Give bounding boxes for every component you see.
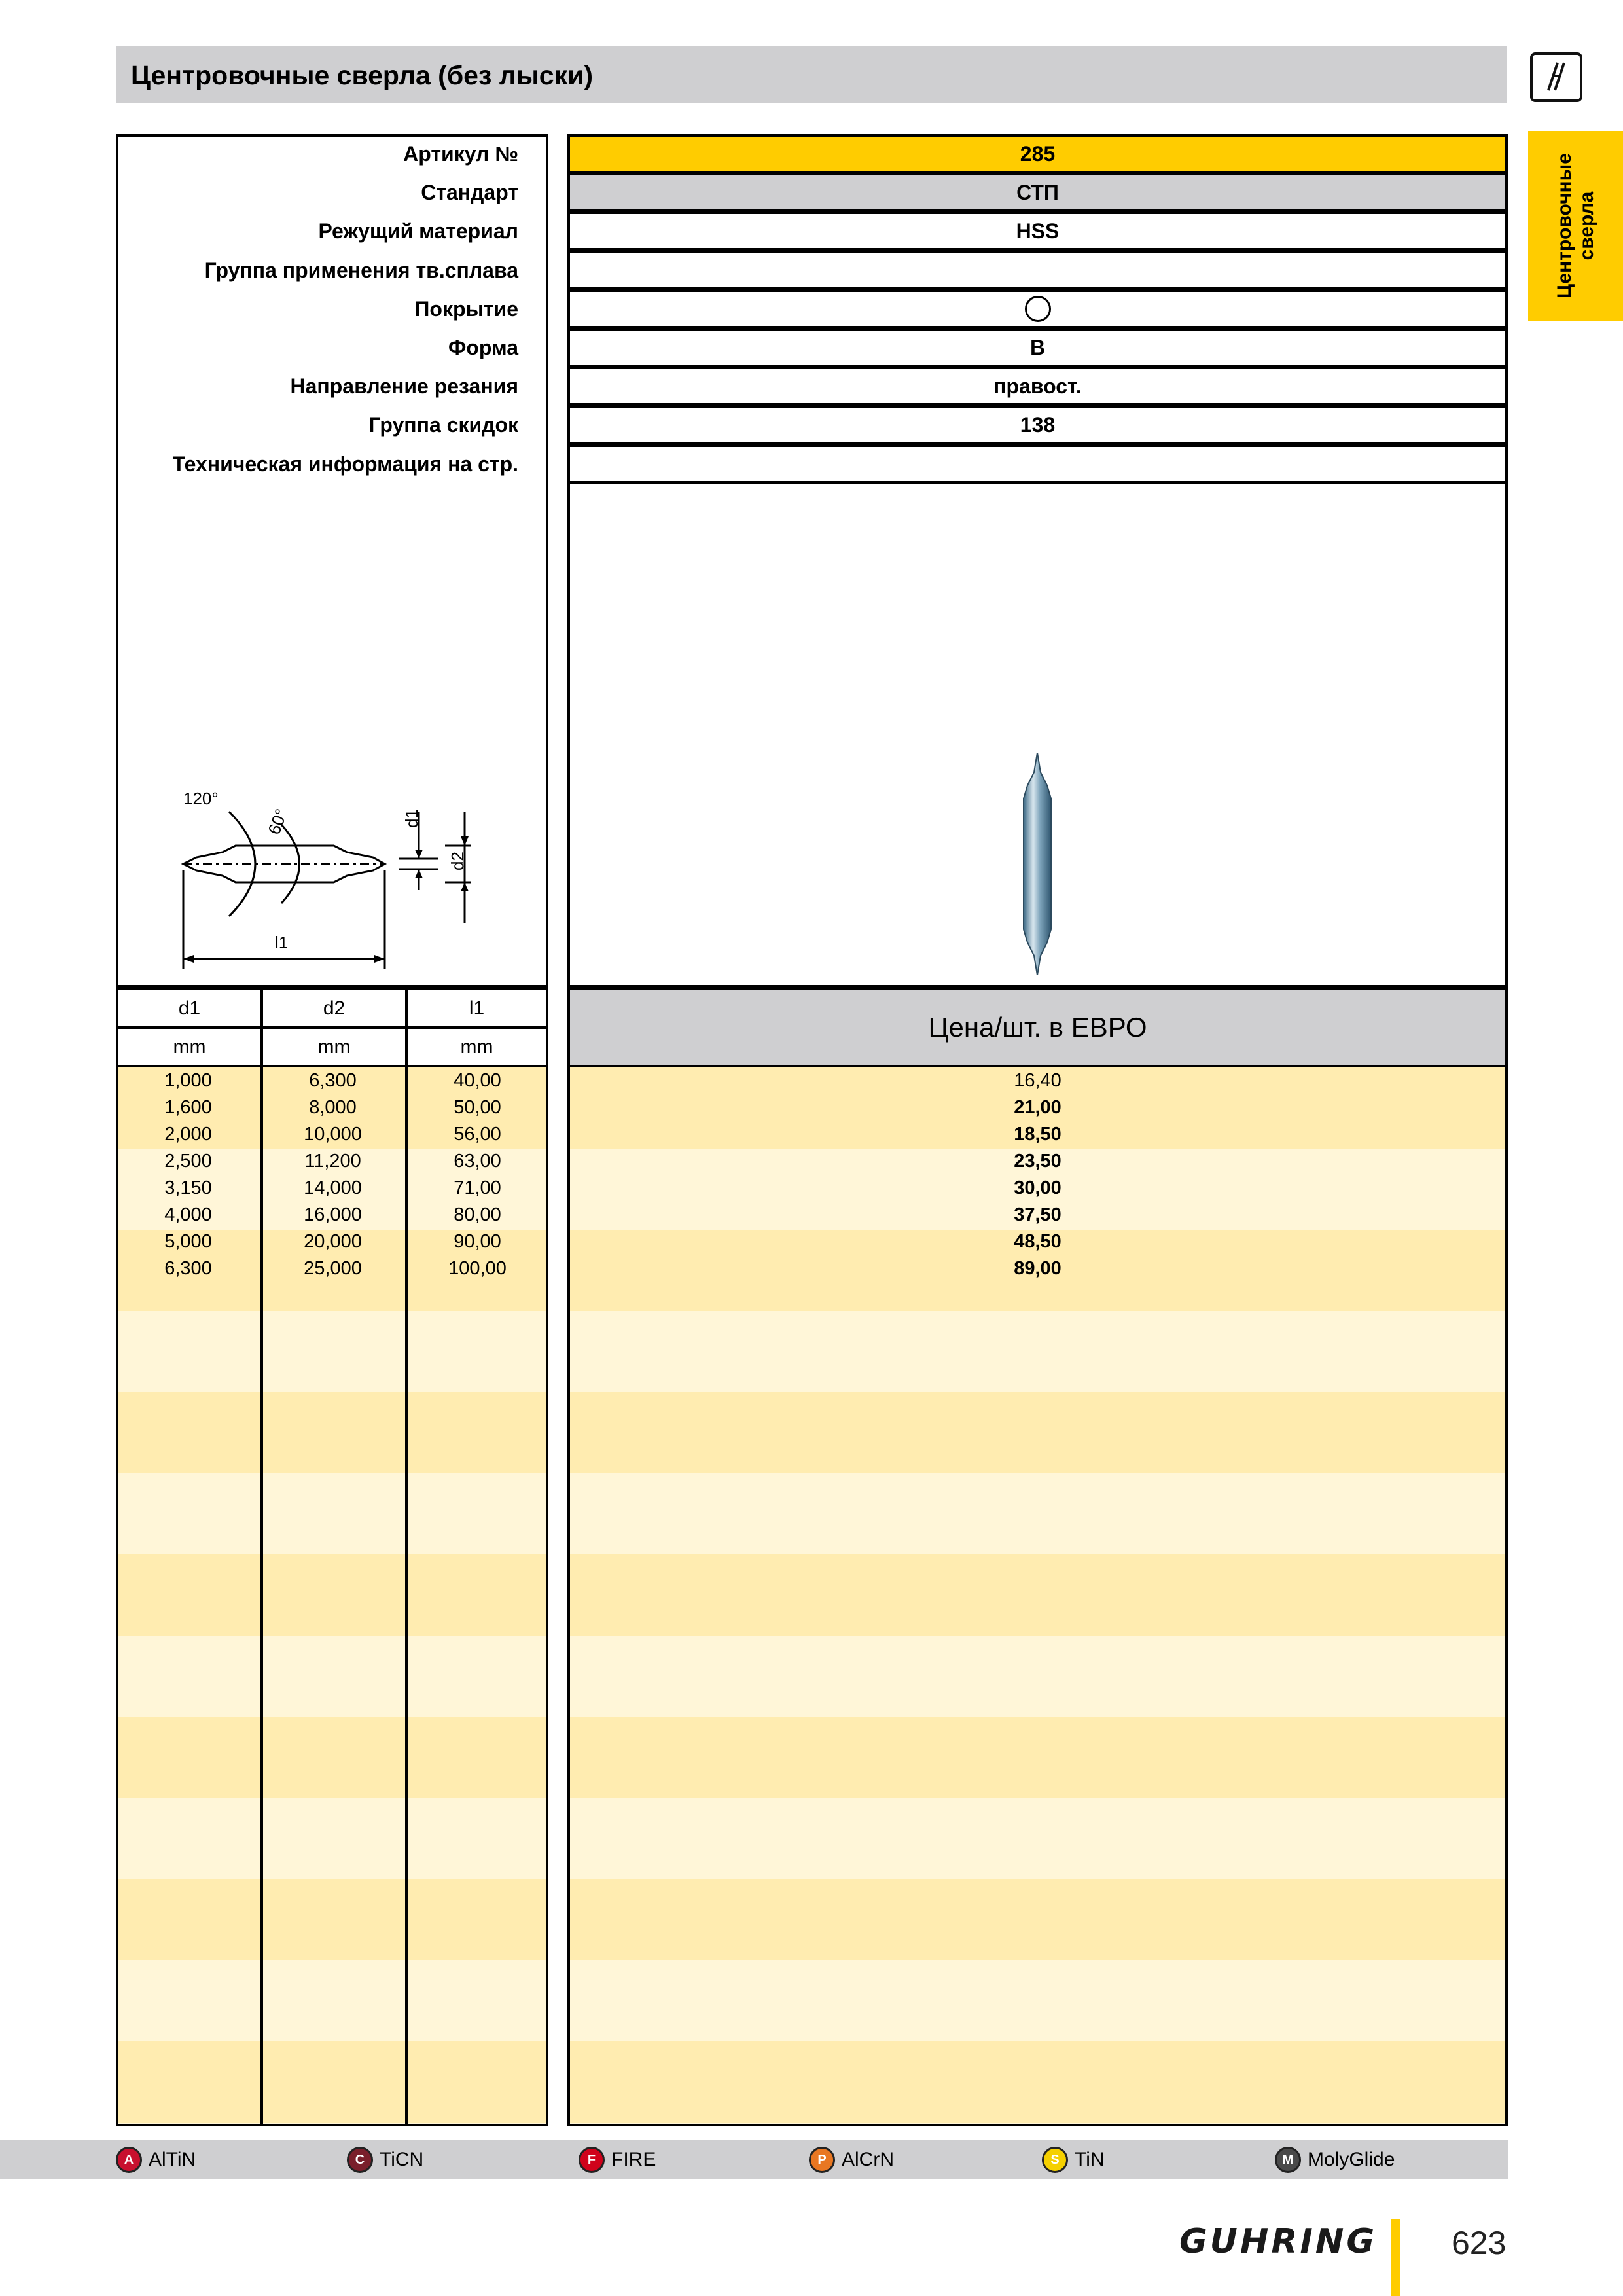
brand-accent-bar: [1391, 2219, 1400, 2296]
cell-l1: 40,00: [454, 1070, 501, 1091]
legend-item-altin: [116, 2144, 196, 2176]
angle-120-label: 120°: [183, 789, 219, 808]
side-tab-label: Центровочные сверла: [1553, 153, 1597, 298]
cell-d1: 4,000: [164, 1204, 212, 1225]
cell-d2: 8,000: [309, 1097, 357, 1118]
property-value: HSS: [567, 211, 1508, 251]
price-cell: 18,50: [1014, 1124, 1061, 1145]
column-header-l1: l1: [405, 988, 548, 1029]
price-cell: 89,00: [1014, 1258, 1061, 1279]
legend-item-alcrn: [809, 2144, 894, 2176]
price-cell: 23,50: [1014, 1151, 1061, 1172]
cell-l1: 71,00: [454, 1177, 501, 1198]
cell-d1: 1,600: [164, 1097, 212, 1118]
property-value: правост.: [567, 367, 1508, 406]
cell-d1: 5,000: [164, 1231, 212, 1252]
legend-label: MolyGlide: [1308, 2149, 1395, 2170]
page-title: Центровочные сверла (без лыски): [131, 60, 593, 90]
column-header-d1: d1: [116, 988, 263, 1029]
coating-alcrn-icon: P: [809, 2147, 835, 2173]
brand-logo: GUHRING: [1179, 2222, 1378, 2261]
property-value: 138: [567, 405, 1508, 444]
price-cell: 16,40: [1014, 1070, 1061, 1091]
legend-item-fire: [579, 2144, 656, 2176]
cell-d2: 6,300: [309, 1070, 357, 1091]
coating-tin-icon: S: [1042, 2147, 1068, 2173]
cell-l1: 90,00: [454, 1231, 501, 1252]
price-cell: 21,00: [1014, 1097, 1061, 1118]
property-label: Артикул №: [403, 142, 518, 166]
dim-d1-label: d1: [401, 809, 421, 828]
coating-ticn-icon: C: [347, 2147, 373, 2173]
legend-item-tin: [1042, 2144, 1105, 2176]
cell-d2: 16,000: [304, 1204, 362, 1225]
property-value: [567, 251, 1508, 290]
center-drill-image: [1008, 753, 1067, 975]
cell-d2: 14,000: [304, 1177, 362, 1198]
cell-d2: 11,200: [304, 1151, 361, 1172]
cell-d1: 2,000: [164, 1124, 212, 1145]
property-label: Стандарт: [421, 181, 518, 205]
property-value: 285: [567, 134, 1508, 173]
cell-d2: 25,000: [304, 1258, 362, 1279]
price-cell: 48,50: [1014, 1231, 1061, 1252]
price-cell: 37,50: [1014, 1204, 1061, 1225]
page-number: 623: [1452, 2225, 1507, 2261]
cell-l1: 80,00: [454, 1204, 501, 1225]
legend-label: AlTiN: [149, 2149, 196, 2170]
column-unit: mm: [116, 1026, 263, 1067]
property-label: Режущий материал: [318, 219, 518, 243]
column-unit: mm: [405, 1026, 548, 1067]
angle-60-label: 60°: [264, 806, 292, 837]
uncoated-circle-icon: [1025, 296, 1051, 322]
property-value: [567, 444, 1508, 484]
cell-l1: 56,00: [454, 1124, 501, 1145]
dim-l1-label: l1: [275, 933, 289, 952]
legend-label: FIRE: [611, 2149, 656, 2170]
property-value: СТП: [567, 173, 1508, 212]
property-value: B: [567, 328, 1508, 367]
legend-label: TiCN: [380, 2149, 424, 2170]
cell-d2: 10,000: [304, 1124, 362, 1145]
cell-d1: 3,150: [164, 1177, 212, 1198]
cell-l1: 50,00: [454, 1097, 501, 1118]
cell-l1: 63,00: [454, 1151, 501, 1172]
property-label: Форма: [448, 336, 518, 359]
drill-category-icon: [1529, 50, 1584, 105]
column-unit: mm: [260, 1026, 408, 1067]
property-value: [567, 289, 1508, 329]
property-label: Техническая информация на стр.: [172, 452, 518, 476]
coating-molyglide-icon: M: [1275, 2147, 1301, 2173]
price-cell: 30,00: [1014, 1177, 1061, 1198]
dim-d2-label: d2: [447, 852, 467, 870]
column-header-d2: d2: [260, 988, 408, 1029]
legend-label: AlCrN: [842, 2149, 894, 2170]
property-label: Группа применения тв.сплава: [204, 258, 518, 282]
property-label: Группа скидок: [368, 413, 518, 437]
coating-fire-icon: F: [579, 2147, 605, 2173]
cell-d1: 2,500: [164, 1151, 212, 1172]
property-label: Направление резания: [290, 374, 518, 399]
cell-d1: 1,000: [164, 1070, 212, 1091]
cell-d2: 20,000: [304, 1231, 362, 1252]
technical-drawing: [157, 772, 497, 982]
cell-d1: 6,300: [164, 1258, 212, 1279]
legend-item-molyglide: [1275, 2144, 1395, 2176]
property-label: Покрытие: [414, 296, 518, 321]
cell-l1: 100,00: [448, 1258, 507, 1279]
legend-item-ticn: [347, 2144, 423, 2176]
price-column-header: Цена/шт. в ЕВРО: [567, 988, 1508, 1067]
legend-label: TiN: [1075, 2149, 1105, 2170]
coating-altin-icon: A: [116, 2147, 142, 2173]
